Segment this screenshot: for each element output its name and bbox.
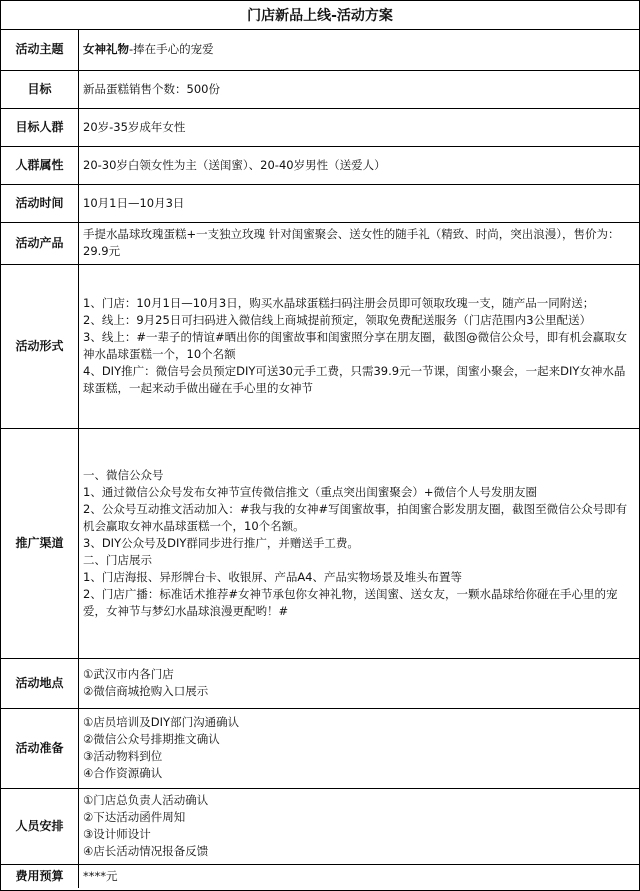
- value-form: [79, 264, 640, 428]
- row-target: [1, 108, 639, 146]
- label-time: 活动时间: [1, 184, 79, 222]
- row-staff: [1, 788, 639, 864]
- form-line: 2、线上：9月25日可扫码进入微信线上商城提前预定，领取免费配送服务（门店范围内3公里配送）: [83, 313, 592, 327]
- label-budget: 费用预算: [1, 864, 79, 888]
- value-staff: [79, 788, 640, 864]
- preparation-line: ②微信公众号排期推文确认: [83, 732, 220, 746]
- label-goal: 目标: [1, 70, 79, 108]
- value-channel: [79, 428, 640, 658]
- label-staff: 人员安排: [1, 788, 79, 864]
- value-product: 手提水晶球玫瑰蛋糕+一支独立玫瑰 针对闺蜜聚会、送女性的随手礼（精致、时尚，突出浪漫），售价为：29.9元: [79, 222, 640, 264]
- label-attributes: 人群属性: [1, 146, 79, 184]
- channel-line: 1、通过微信公众号发布女神节宣传微信推文（重点突出闺蜜聚会）+微信个人号发朋友圈: [83, 484, 537, 499]
- label-product: 活动产品: [1, 222, 79, 264]
- label-theme: 活动主题: [1, 30, 79, 70]
- row-attributes: [1, 146, 639, 184]
- value-time: 10月1日—10月3日: [79, 184, 640, 222]
- row-location: [1, 658, 639, 708]
- label-location: 活动地点: [1, 658, 79, 708]
- row-theme: [1, 30, 639, 70]
- channel-line: 2、公众号互动推文活动加入：#我与我的女神#写闺蜜故事，拍闺蜜合影发朋友圈，截图至微信公众号即有机会赢取女神水晶球蛋糕一个，10个名额。: [83, 501, 628, 533]
- channel-line: 一、微信公众号: [83, 467, 164, 482]
- preparation-line: ③活动物料到位: [83, 749, 163, 763]
- form-line: 4、DIY推广：微信号会员预定DIY可送30元手工费，只需39.9元一节课，闺蜜小聚会，一起来DIY女神水晶球蛋糕，一起来动手做出碰在手心里的女神节: [83, 364, 626, 395]
- location-line: ②微信商城抢购入口展示: [83, 684, 209, 698]
- channel-line: 二、门店展示: [83, 552, 152, 567]
- value-budget: ****元: [79, 864, 640, 888]
- theme-name: 女神礼物: [83, 42, 129, 57]
- value-theme: [79, 30, 640, 70]
- theme-slogan: -捧在手心的宠爱: [129, 42, 214, 57]
- label-target: 目标人群: [1, 108, 79, 146]
- staff-line: ①门店总负责人活动确认: [83, 793, 209, 807]
- channel-line: 2、门店广播：标准话术推荐#女神节承包你女神礼物，送闺蜜、送女友，一颗水晶球给你碰在手心里的宠爱，女神节与梦幻水晶球浪漫更配哟！#: [83, 586, 618, 618]
- staff-line: ④店长活动情况报备反馈: [83, 844, 209, 858]
- preparation-line: ④合作资源确认: [83, 766, 163, 780]
- form-line: 1、门店：10月1日—10月3日，购买水晶球蛋糕扫码注册会员即可领取玫瑰一支，随产品一同附送；: [83, 296, 595, 310]
- preparation-line: ①店员培训及DIY部门沟通确认: [83, 715, 240, 729]
- row-budget: [1, 864, 639, 888]
- label-form: 活动形式: [1, 264, 79, 428]
- staff-line: ②下达活动函件周知: [83, 810, 186, 824]
- row-channel: [1, 428, 639, 658]
- sheet-title: 门店新品上线-活动方案: [1, 1, 639, 30]
- form-line: 3、线上：#一辈子的情谊#晒出你的闺蜜故事和闺蜜照分享在朋友圈，截图@微信公众号，即有机会赢取女神水晶球蛋糕一个，10个名额: [83, 330, 628, 361]
- row-form: [1, 264, 639, 428]
- label-preparation: 活动准备: [1, 708, 79, 788]
- row-product: [1, 222, 639, 264]
- value-preparation: [79, 708, 640, 788]
- channel-line: 3、DIY公众号及DIY群同步进行推广，并赠送手工费。: [83, 535, 359, 550]
- value-goal: 新品蛋糕销售个数：500份: [79, 70, 640, 108]
- location-line: ①武汉市内各门店: [83, 667, 174, 681]
- row-preparation: [1, 708, 639, 788]
- value-location: [79, 658, 640, 708]
- value-target: 20岁-35岁成年女性: [79, 108, 640, 146]
- value-attributes: 20-30岁白领女性为主（送闺蜜）、20-40岁男性（送爱人）: [79, 146, 640, 184]
- label-channel: 推广渠道: [1, 428, 79, 658]
- channel-line: 1、门店海报、异形牌台卡、收银屏、产品A4、产品实物场景及堆头布置等: [83, 569, 462, 584]
- plan-table: [1, 30, 639, 888]
- staff-line: ③设计师设计: [83, 827, 151, 841]
- row-time: [1, 184, 639, 222]
- row-goal: [1, 70, 639, 108]
